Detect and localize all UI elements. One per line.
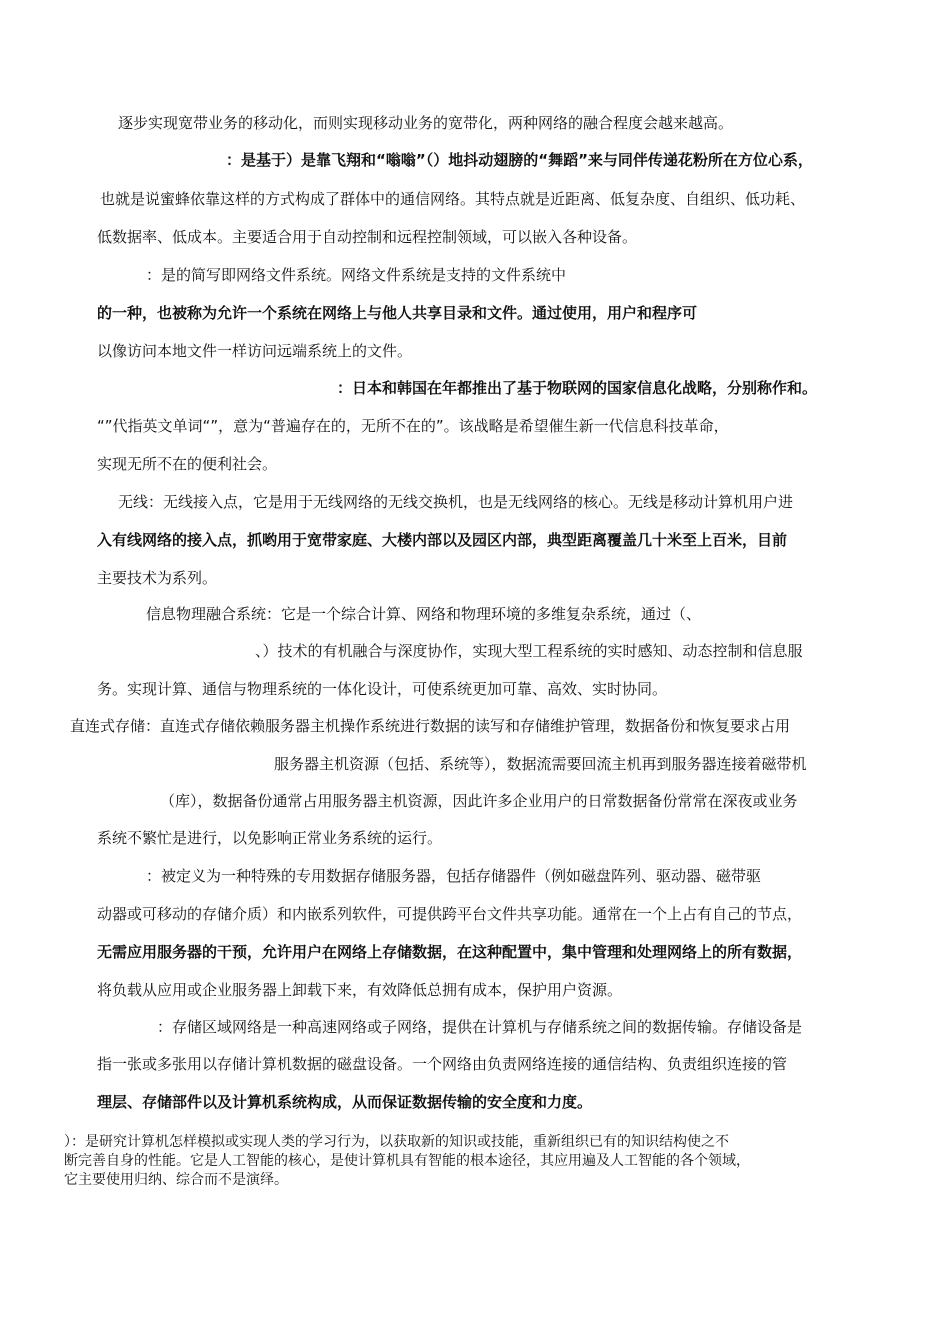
text-line-4: 低数据率、低成本。主要适合用于自动控制和远程控制领域，可以嵌入各种设备。 [97,228,638,246]
text-line-15: 、）技术的有机融合与深度协作，实现大型工程系统的实时感知、动态控制和信息服 [255,642,803,660]
text-line-16: 务。实现计算、通信与物理系统的一体化设计，可使系统更加可靠、高效、实时协同。 [97,680,668,698]
text-line-18: 服务器主机资源（包括、系统等），数据流需要回流主机再到服务器连接着磁带机 [274,755,807,773]
text-line-30: 它主要使用归纳、综合而不是演绎。 [64,1172,288,1188]
text-line-12: 入有线网络的接入点，抓哟用于宽带家庭、大楼内部以及园区内部，典型距离覆盖几十米至上百米，目前 [97,531,788,549]
text-line-14: 信息物理融合系统：它是一个综合计算、网络和物理环境的多维复杂系统，通过（、 [146,605,702,623]
text-line-2: ：是基于）是靠飞翔和“嗡嗡”（）地抖动翅膀的“舞蹈”来与同伴传递花粉所在方位心系， [226,151,813,169]
text-line-19: （库），数据备份通常占用服务器主机资源，因此许多企业用户的日常数据备份常常在深夜或业务 [160,792,798,810]
text-line-20: 系统不繁忙是进行，以免影响正常业务系统的运行。 [97,829,443,847]
text-line-9: “”代指英文单词“”，意为“普遍存在的，无所不在的”。该战略是希望催生新一代信息科技革命， [97,417,729,435]
text-line-10: 实现无所不在的便利社会。 [97,455,278,473]
text-line-28: ）：是研究计算机怎样模拟或实现人类的学习行为，以获取新的知识或技能，重新组织已有的知识结构使之不 [64,1134,729,1150]
text-line-6: 的一种，也被称为允许一个系统在网络上与他人共享目录和文件。通过使用，用户和程序可 [97,304,698,322]
text-line-26: 指一张或多张用以存储计算机数据的磁盘设备。一个网络由负责网络连接的通信结构、负责组织连接的管 [97,1055,788,1073]
text-line-21: ：被定义为一种特殊的专用数据存储服务器，包括存储器件（例如磁盘阵列、驱动器、磁带驱 [146,867,762,885]
text-line-5: ：是的简写即网络文件系统。网络文件系统是支持的文件系统中 [146,266,567,284]
text-line-29: 断完善自身的性能。它是人工智能的核心，是使计算机具有智能的根本途径，其应用遍及人工智能的各个领域， [64,1153,750,1169]
text-line-22: 动器或可移动的存储介质）和内嵌系列软件，可提供跨平台文件共享功能。通常在一个上占有自己的节点， [97,905,803,923]
text-line-3: 也就是说蜜蜂依靠这样的方式构成了群体中的通信网络。其特点就是近距离、低复杂度、自组织、低功耗、 [100,190,806,208]
text-line-25: ：存储区域网络是一种高速网络或子网络，提供在计算机与存储系统之间的数据传输。存储设备是 [157,1018,803,1036]
text-line-13: 主要技术为系列。 [97,569,218,587]
text-line-1: 逐步实现宽带业务的移动化，而则实现移动业务的宽带化，两种网络的融合程度会越来越高。 [118,114,734,132]
text-line-7: 以像访问本地文件一样访问远端系统上的文件。 [97,342,413,360]
text-line-27: 理层、存储部件以及计算机系统构成，从而保证数据传输的安全度和力度。 [97,1093,593,1111]
text-line-23: 无需应用服务器的干预，允许用户在网络上存储数据，在这种配置中，集中管理和处理网络上的所有数据， [97,943,803,961]
text-line-11: 无线：无线接入点，它是用于无线网络的无线交换机，也是无线网络的核心。无线是移动计算机用户进 [118,493,794,511]
text-line-8: ：日本和韩国在年都推出了基于物联网的国家信息化战略，分别称作和。 [337,379,818,397]
text-line-24: 将负载从应用或企业服务器上卸载下来，有效降低总拥有成本，保护用户资源。 [97,981,623,999]
text-line-17: 直连式存储：直连式存储依赖服务器主机操作系统进行数据的读写和存储维护管理，数据备份和恢复要求占用 [70,717,791,735]
